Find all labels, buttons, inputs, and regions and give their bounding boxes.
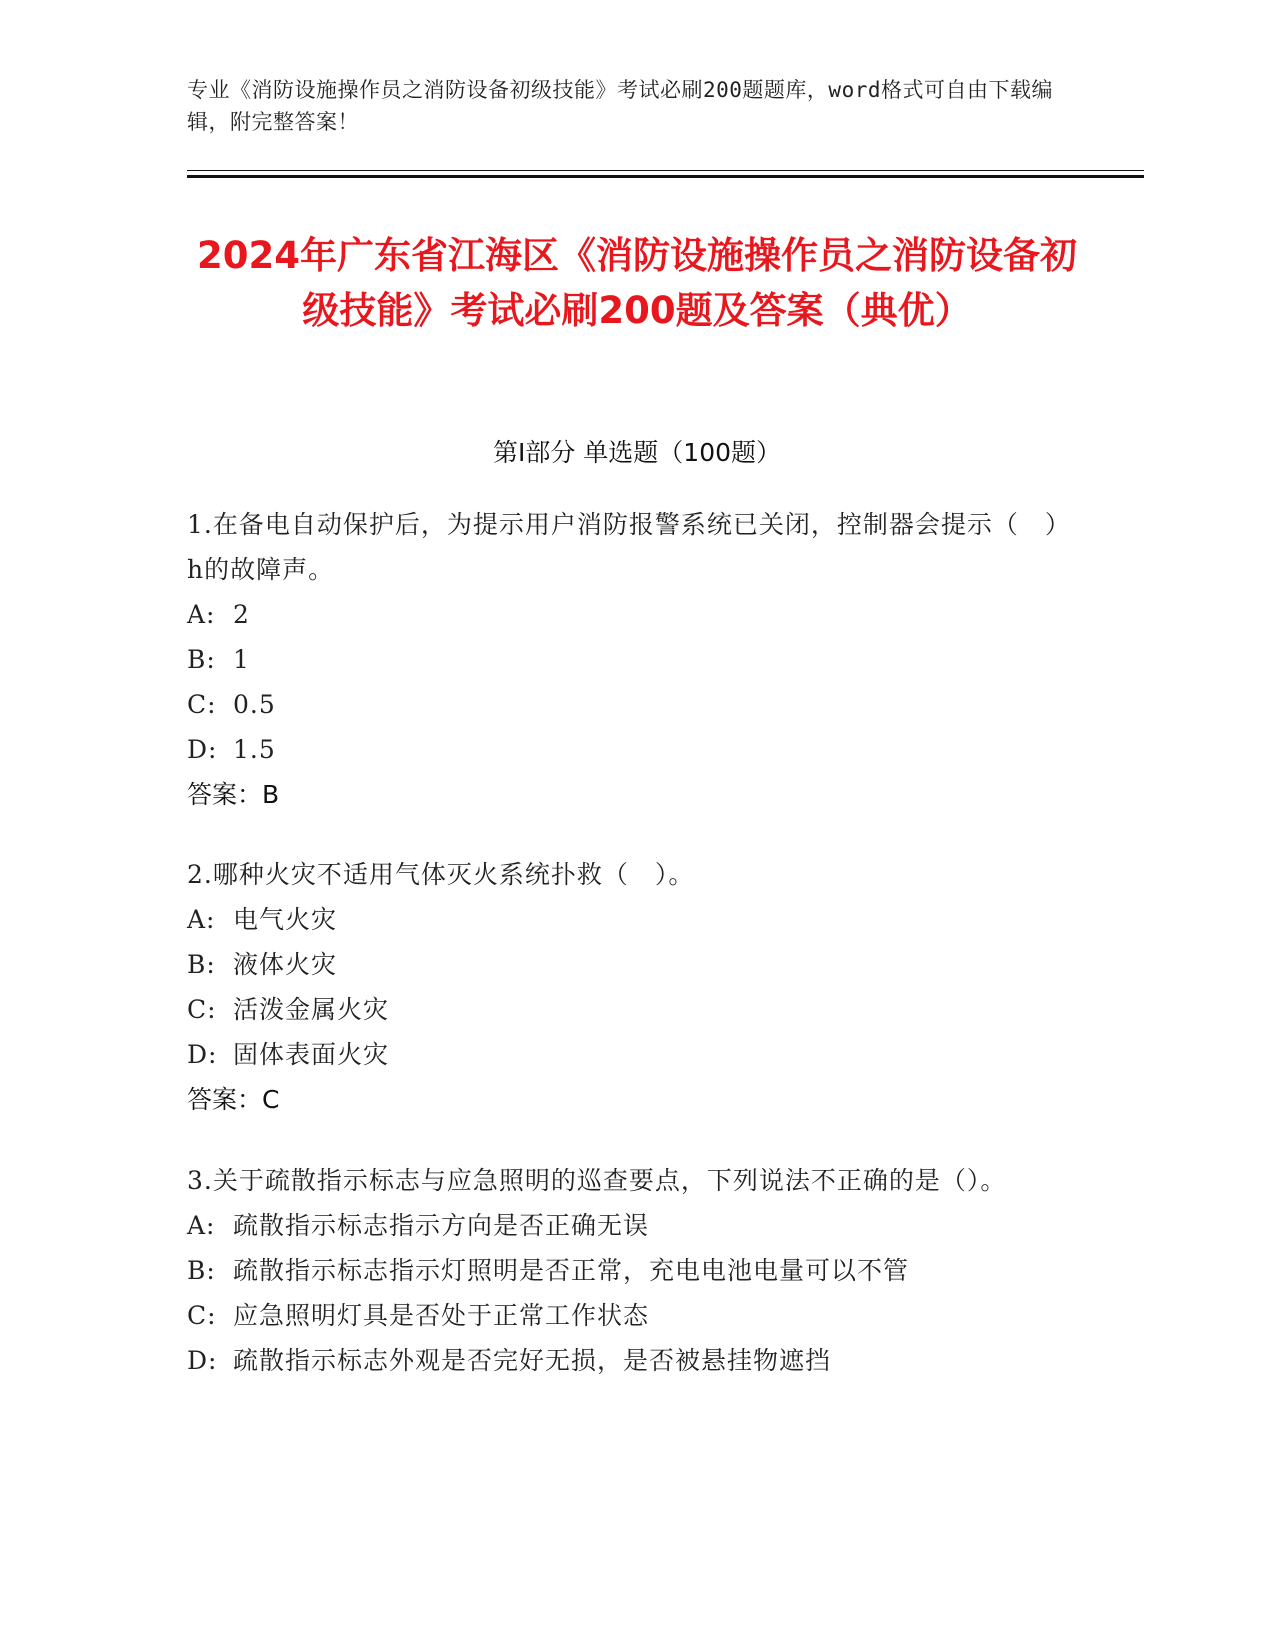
option-a [187,1203,1067,1248]
option-b [187,1248,1067,1293]
option-text: 1 [233,645,250,674]
option-text: 液体火灾 [233,950,338,979]
option-text: 疏散指示标志指示方向是否正确无误 [233,1211,650,1240]
option-letter: D: [187,735,218,764]
option-letter: B: [187,645,216,674]
option-d [187,1032,1067,1077]
question-2 [187,852,1067,1122]
question-3 [187,1158,1067,1383]
option-letter: D: [187,1346,218,1375]
option-letter: A: [187,600,216,629]
document-title: 2024年广东省江海区《消防设施操作员之消防设备初级技能》考试必刷200题及答案（典优） [197,234,1077,332]
option-letter: A: [187,1211,216,1240]
option-d [187,727,1067,772]
option-b [187,942,1067,987]
question-stem: 2.哪种火灾不适用气体灭火系统扑救（ ）。 [187,860,695,889]
option-text: 电气火灾 [233,905,338,934]
option-c [187,682,1067,727]
option-c [187,1293,1067,1338]
header-divider-thick [187,175,1144,178]
option-text: 2 [233,600,250,629]
option-text: 固体表面火灾 [233,1040,390,1069]
option-letter: C: [187,995,217,1024]
option-a [187,897,1067,942]
option-letter: A: [187,905,216,934]
option-text: 0.5 [233,690,276,719]
option-text: 1.5 [233,735,276,764]
header-note: 专业《消防设施操作员之消防设备初级技能》考试必刷200题题库，word格式可自由下载编辑，附完整答案！ [187,78,1053,134]
option-a [187,592,1067,637]
section-heading: 第I部分 单选题（100题） [492,438,782,467]
option-letter: C: [187,690,217,719]
option-b [187,637,1067,682]
option-text: 应急照明灯具是否处于正常工作状态 [233,1301,650,1330]
answer-line: 答案：C [187,1085,280,1114]
option-text: 疏散指示标志外观是否完好无损，是否被悬挂物遮挡 [233,1346,832,1375]
question-stem: 3.关于疏散指示标志与应急照明的巡查要点，下列说法不正确的是（）。 [187,1166,1007,1195]
option-letter: B: [187,1256,216,1285]
option-text: 活泼金属火灾 [233,995,390,1024]
question-1 [187,502,1067,817]
question-stem: 1.在备电自动保护后，为提示用户消防报警系统已关闭，控制器会提示（ ）h的故障声。 [187,510,1059,584]
option-d [187,1338,1067,1383]
option-letter: D: [187,1040,218,1069]
option-letter: C: [187,1301,217,1330]
header-divider-thin [187,170,1144,171]
option-text: 疏散指示标志指示灯照明是否正常，充电电池电量可以不管 [233,1256,910,1285]
answer-line: 答案：B [187,780,280,809]
option-letter: B: [187,950,216,979]
option-c [187,987,1067,1032]
